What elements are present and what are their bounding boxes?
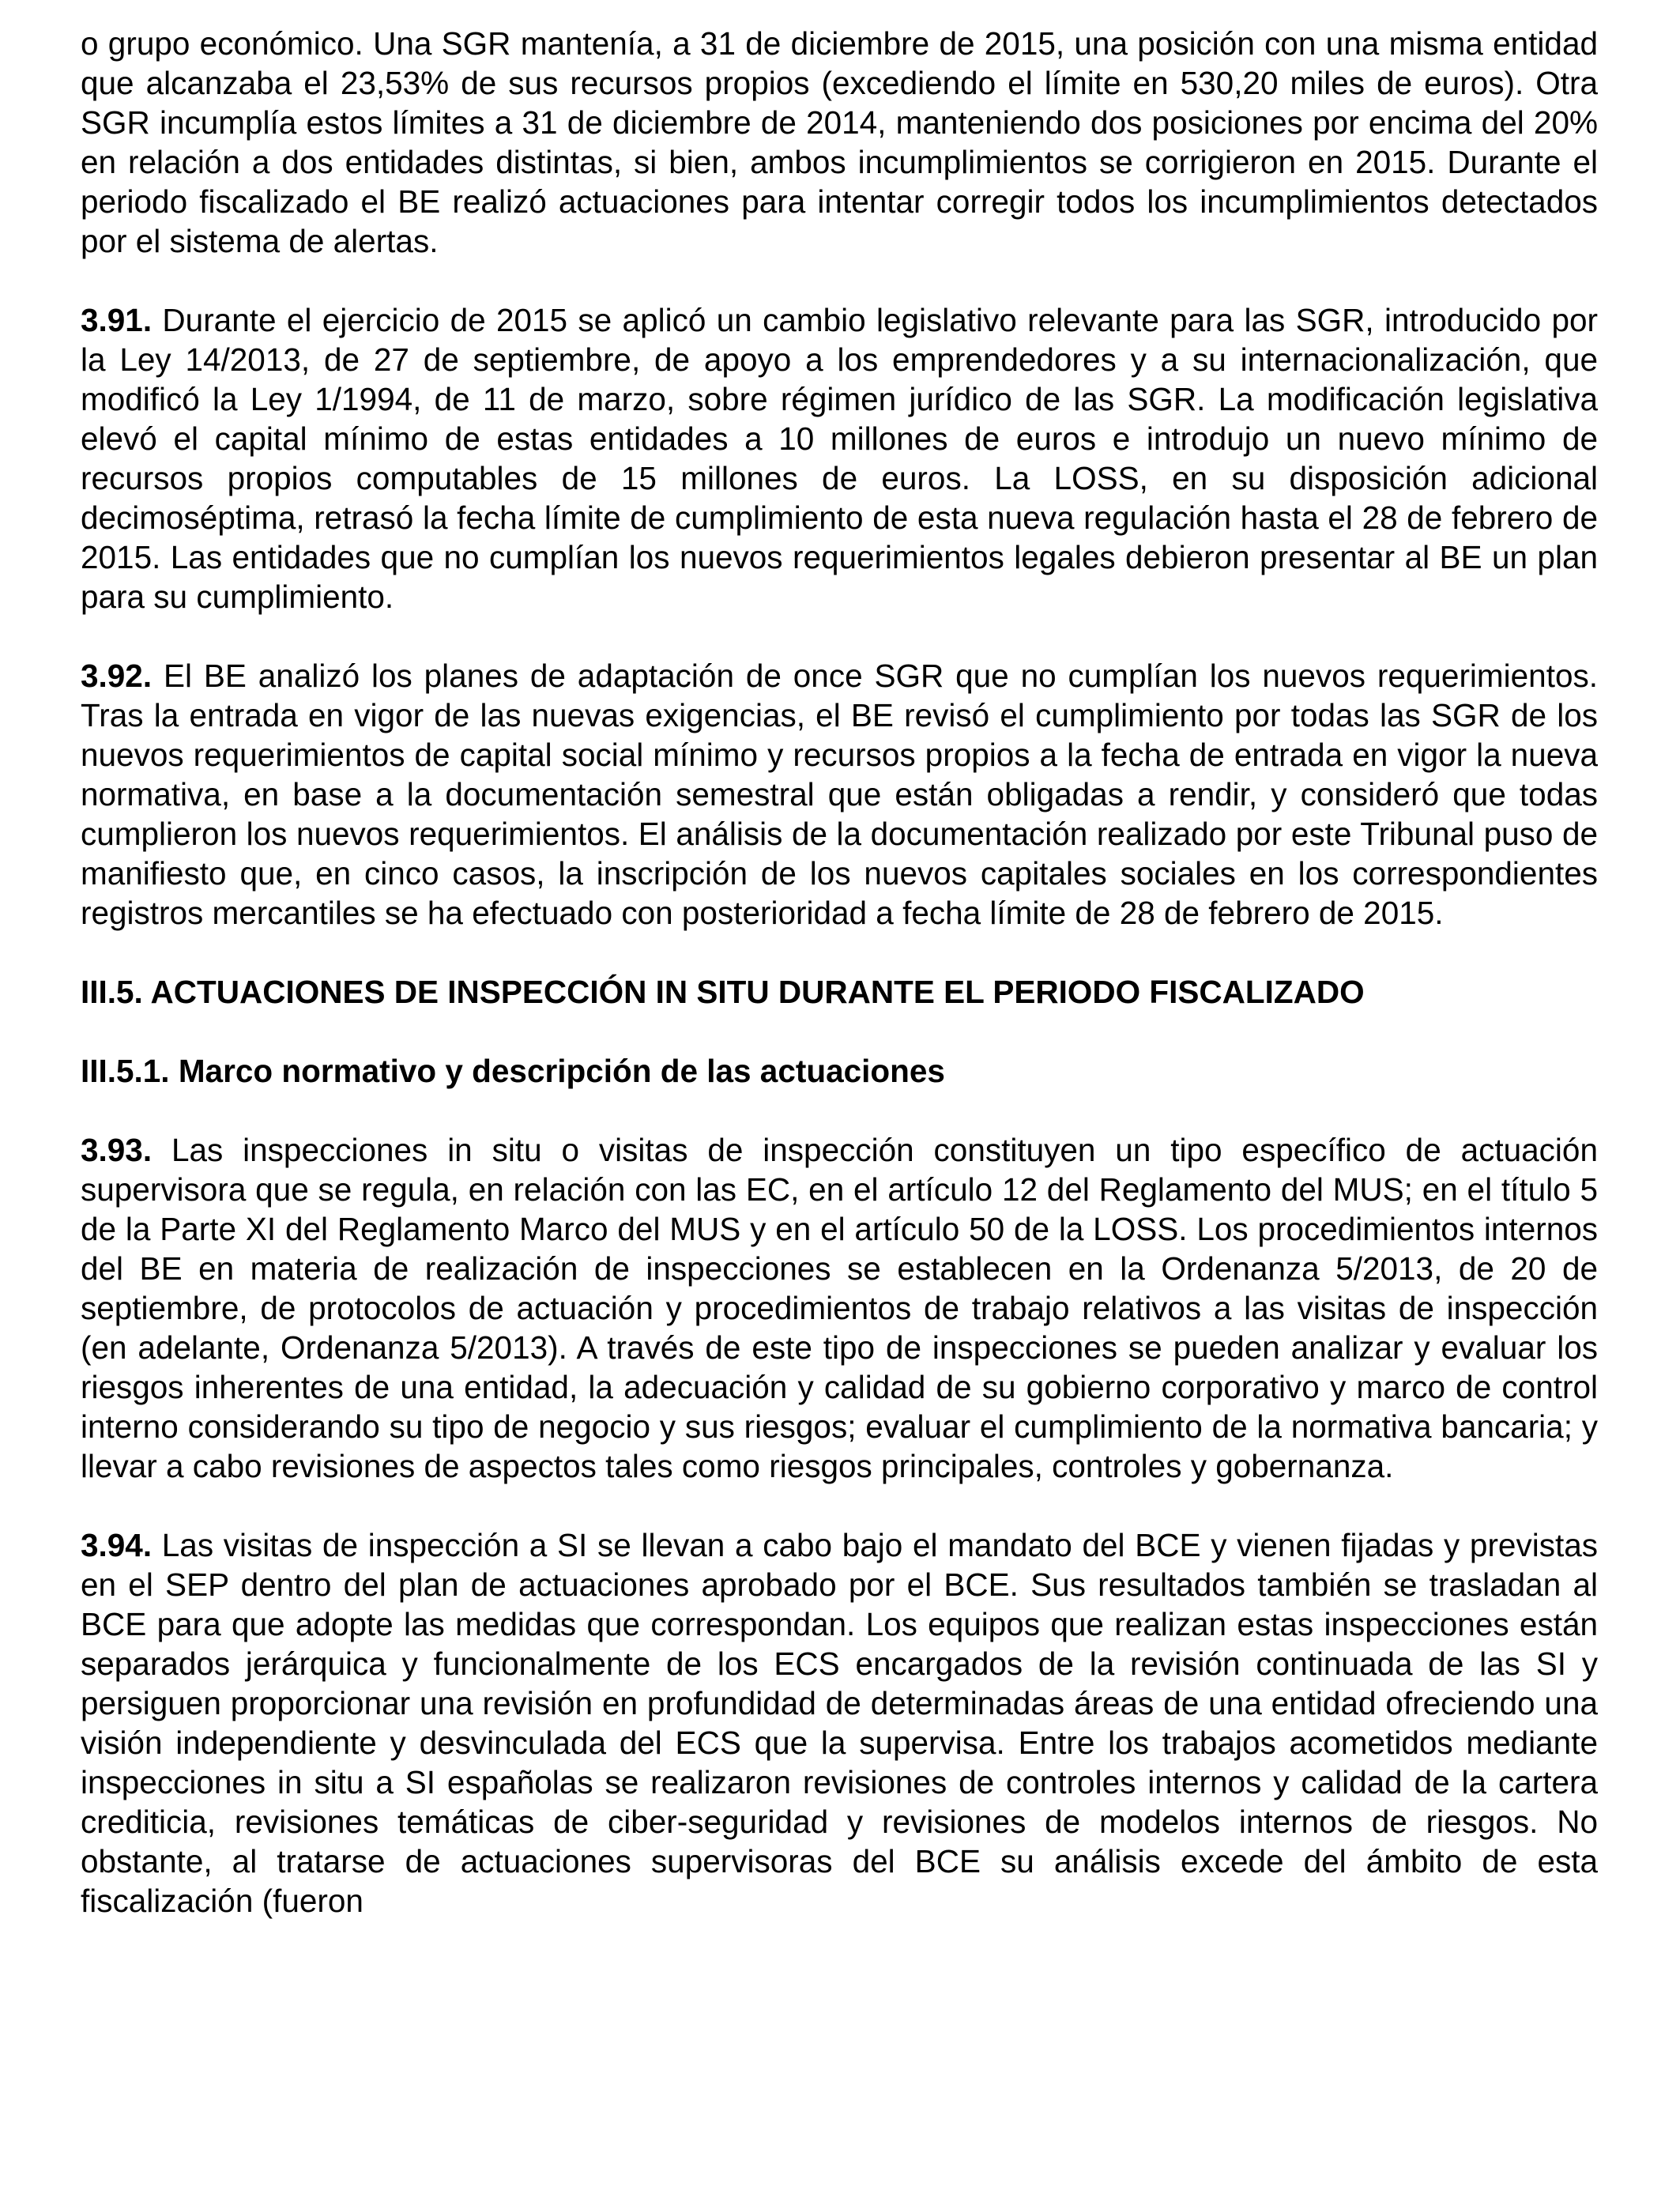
paragraph-number: 3.93. [81,1132,153,1168]
document-page [81,24,1598,1921]
paragraph-3-94 [81,1525,1598,1921]
section-heading: III.5. ACTUACIONES DE INSPECCIÓN IN SITU DURANTE EL PERIODO FISCALIZADO [81,974,1365,1010]
paragraph-continuation [81,24,1598,261]
paragraph-3-92 [81,656,1598,933]
paragraph-number: 3.94. [81,1527,153,1563]
paragraph-text: Durante el ejercicio de 2015 se aplicó un cambio legislativo relevante para las SGR, introducido por la Ley 14/2013, de 27 de septiembre, de apoyo a los emprendedores y a su internacionalización, que modificó la Ley 1/1994, de 11 de marzo, sobre régimen jurídico de las SGR. La modificación legislativa elevó el capital mínimo de estas entidades a 10 millones de euros e introdujo un nuevo mínimo de recursos propios computables de 15 millones de euros. La LOSS, en su disposición adicional decimoséptima, retrasó la fecha límite de cumplimiento de esta nueva regulación hasta el 28 de febrero de 2015. Las entidades que no cumplían los nuevos requerimientos legales debieron presentar al BE un plan para su cumplimiento. [81,302,1598,615]
paragraph-number: 3.92. [81,658,153,694]
paragraph-3-93 [81,1130,1598,1486]
paragraph-text: o grupo económico. Una SGR mantenía, a 31 de diciembre de 2015, una posición con una misma entidad que alcanzaba el 23,53% de sus recursos propios (excediendo el límite en 530,20 miles de euros). Otra SGR incumplía estos límites a 31 de diciembre de 2014, manteniendo dos posiciones por encima del 20% en relación a dos entidades distintas, si bien, ambos incumplimientos se corrigieron en 2015. Durante el periodo fiscalizado el BE realizó actuaciones para intentar corregir todos los incumplimientos detectados por el sistema de alertas. [81,25,1598,259]
paragraph-text: Las visitas de inspección a SI se llevan a cabo bajo el mandato del BCE y vienen fijadas y previstas en el SEP dentro del plan de actuaciones aprobado por el BCE. Sus resultados también se trasladan al BCE para que adopte las medidas que correspondan. Los equipos que realizan estas inspecciones están separados jerárquica y funcionalmente de los ECS encargados de la revisión continuada de las SI y persiguen proporcionar una revisión en profundidad de determinadas áreas de una entidad ofreciendo una visión independiente y desvinculada del ECS que la supervisa. Entre los trabajos acometidos mediante inspecciones in situ a SI españolas se realizaron revisiones de controles internos y calidad de la cartera crediticia, revisiones temáticas de ciber-seguridad y revisiones de modelos internos de riesgos. No obstante, al tratarse de actuaciones supervisoras del BCE su análisis excede del ámbito de esta fiscalización (fueron [81,1527,1598,1919]
paragraph-text: Las inspecciones in situ o visitas de inspección constituyen un tipo específico de actuación supervisora que se regula, en relación con las EC, en el artículo 12 del Reglamento del MUS; en el título 5 de la Parte XI del Reglamento Marco del MUS y en el artículo 50 de la LOSS. Los procedimientos internos del BE en materia de realización de inspecciones se establecen en la Ordenanza 5/2013, de 20 de septiembre, de protocolos de actuación y procedimientos de trabajo relativos a las visitas de inspección (en adelante, Ordenanza 5/2013). A través de este tipo de inspecciones se pueden analizar y evaluar los riesgos inherentes de una entidad, la adecuación y calidad de su gobierno corporativo y marco de control interno considerando su tipo de negocio y sus riesgos; evaluar el cumplimiento de la normativa bancaria; y llevar a cabo revisiones de aspectos tales como riesgos principales, controles y gobernanza. [81,1132,1598,1484]
subsection-heading: III.5.1. Marco normativo y descripción de las actuaciones [81,1053,945,1089]
paragraph-number: 3.91. [81,302,153,338]
paragraph-3-91 [81,300,1598,616]
paragraph-text: El BE analizó los planes de adaptación de once SGR que no cumplían los nuevos requerimientos. Tras la entrada en vigor de las nuevas exigencias, el BE revisó el cumplimiento por todas las SGR de los nuevos requerimientos de capital social mínimo y recursos propios a la fecha de entrada en vigor la nueva normativa, en base a la documentación semestral que están obligadas a rendir, y consideró que todas cumplieron los nuevos requerimientos. El análisis de la documentación realizado por este Tribunal puso de manifiesto que, en cinco casos, la inscripción de los nuevos capitales sociales en los correspondientes registros mercantiles se ha efectuado con posterioridad a fecha límite de 28 de febrero de 2015. [81,658,1598,931]
